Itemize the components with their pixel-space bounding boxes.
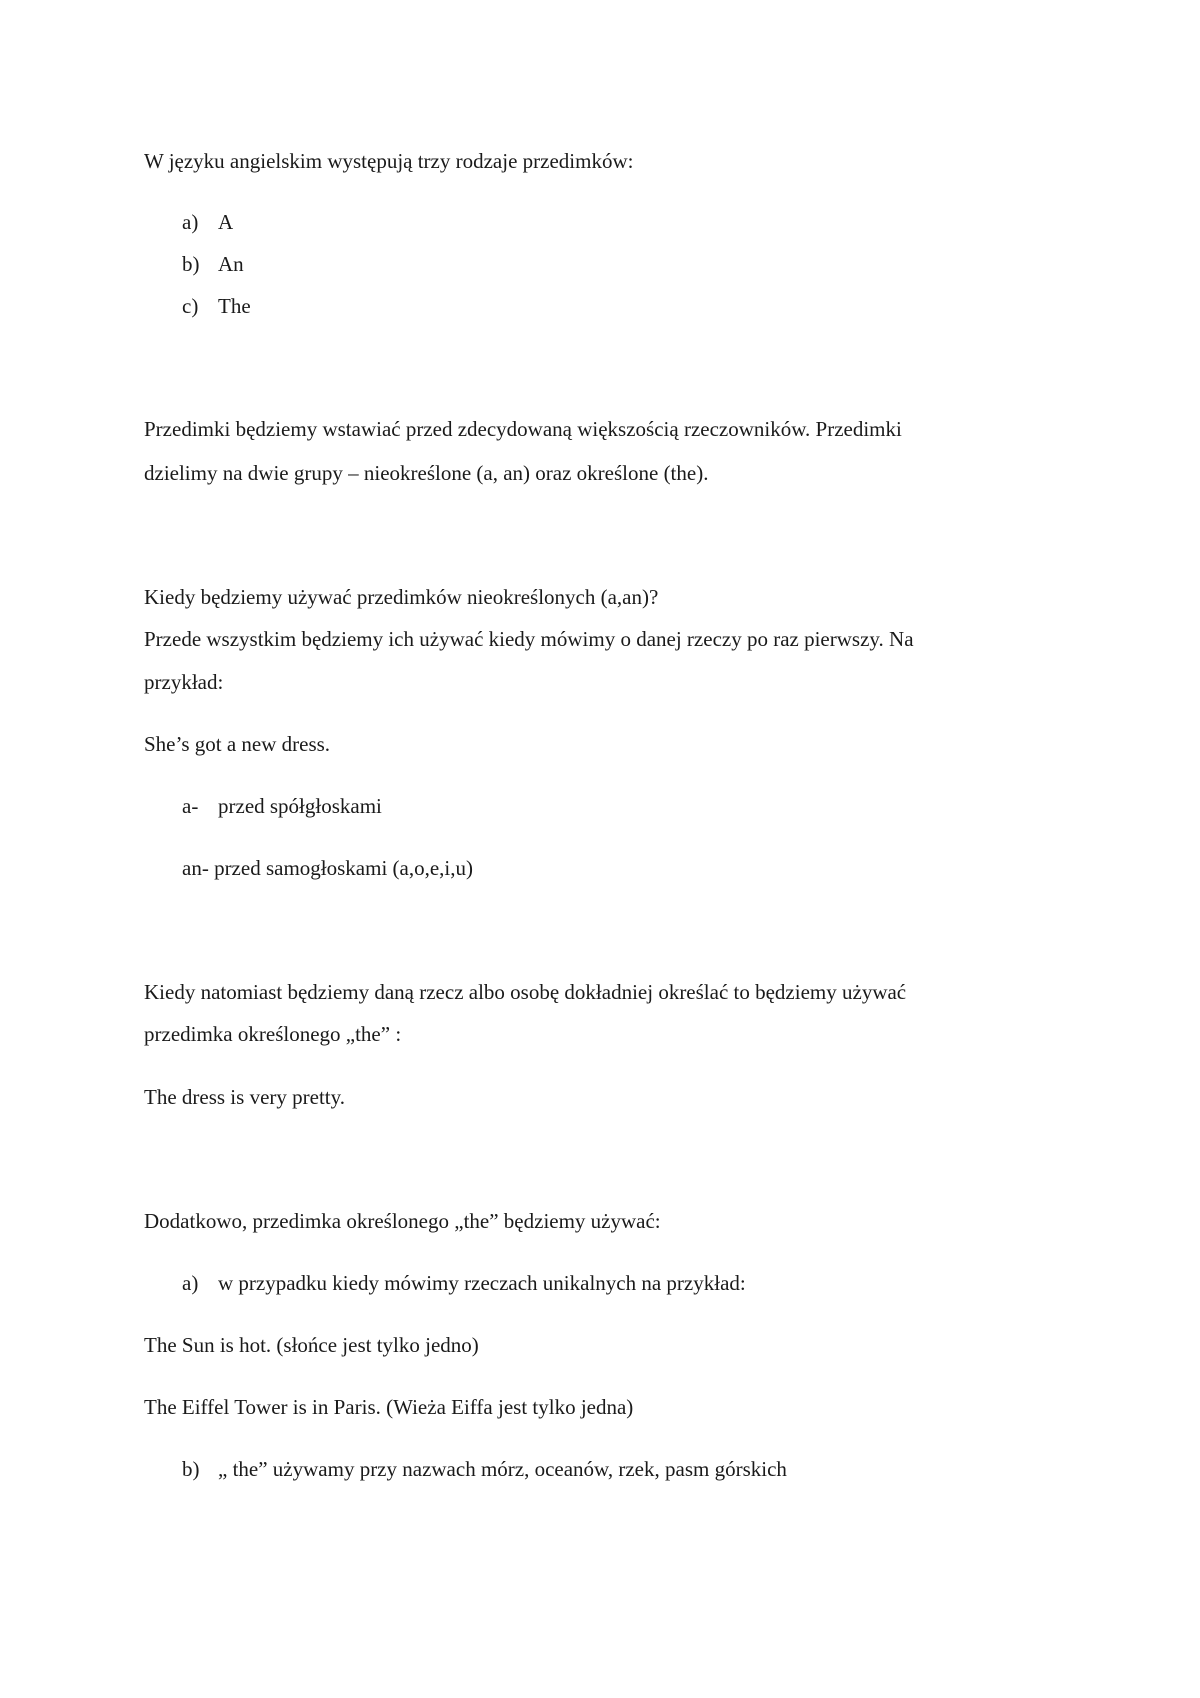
list-item-text: A (218, 210, 234, 234)
general-paragraph-line-2: dzielimy na dwie grupy – nieokreślone (a, an) oraz określone (the). (144, 461, 709, 485)
list-item-text: w przypadku kiedy mówimy rzeczach unikalnych na przykład: (218, 1271, 746, 1295)
rule-an: an- przed samogłoskami (a,o,e,i,u) (182, 856, 473, 880)
rule-text: przed spółgłoskami (218, 794, 382, 818)
list-item-text: An (218, 252, 244, 276)
list-marker: a) (182, 210, 199, 234)
list-item-text: The (218, 294, 251, 318)
rule-marker: a- (182, 794, 199, 818)
rule-a (182, 796, 382, 817)
indefinite-example: She’s got a new dress. (144, 732, 331, 756)
list-item-b (182, 254, 244, 275)
indefinite-line-1: Przede wszystkim będziemy ich używać kiedy mówimy o danej rzeczy po raz pierwszy. Na (144, 627, 914, 651)
additional-item-a (182, 1273, 746, 1294)
list-marker: c) (182, 294, 199, 318)
list-item-text: „ the” używamy przy nazwach mórz, oceanów, rzek, pasm górskich (218, 1457, 787, 1481)
additional-item-b (182, 1459, 787, 1480)
intro-text: W języku angielskim występują trzy rodzaje przedimków: (144, 149, 634, 173)
list-item-c (182, 296, 251, 317)
list-marker: b) (182, 1457, 200, 1481)
definite-example: The dress is very pretty. (144, 1085, 345, 1109)
indefinite-question: Kiedy będziemy używać przedimków nieokreślonych (a,an)? (144, 585, 659, 609)
additional-example-2: The Eiffel Tower is in Paris. (Wieża Eiffa jest tylko jedna) (144, 1395, 634, 1419)
indefinite-line-2: przykład: (144, 670, 224, 694)
additional-example-1: The Sun is hot. (słońce jest tylko jedno) (144, 1333, 479, 1357)
list-item-a (182, 212, 233, 233)
list-marker: a) (182, 1271, 199, 1295)
general-paragraph-line-1: Przedimki będziemy wstawiać przed zdecydowaną większością rzeczowników. Przedimki (144, 417, 902, 441)
definite-line-1: Kiedy natomiast będziemy daną rzecz albo osobę dokładniej określać to będziemy używać (144, 980, 907, 1004)
list-marker: b) (182, 252, 200, 276)
additional-intro: Dodatkowo, przedimka określonego „the” będziemy używać: (144, 1209, 661, 1233)
definite-line-2: przedimka określonego „the” : (144, 1022, 402, 1046)
